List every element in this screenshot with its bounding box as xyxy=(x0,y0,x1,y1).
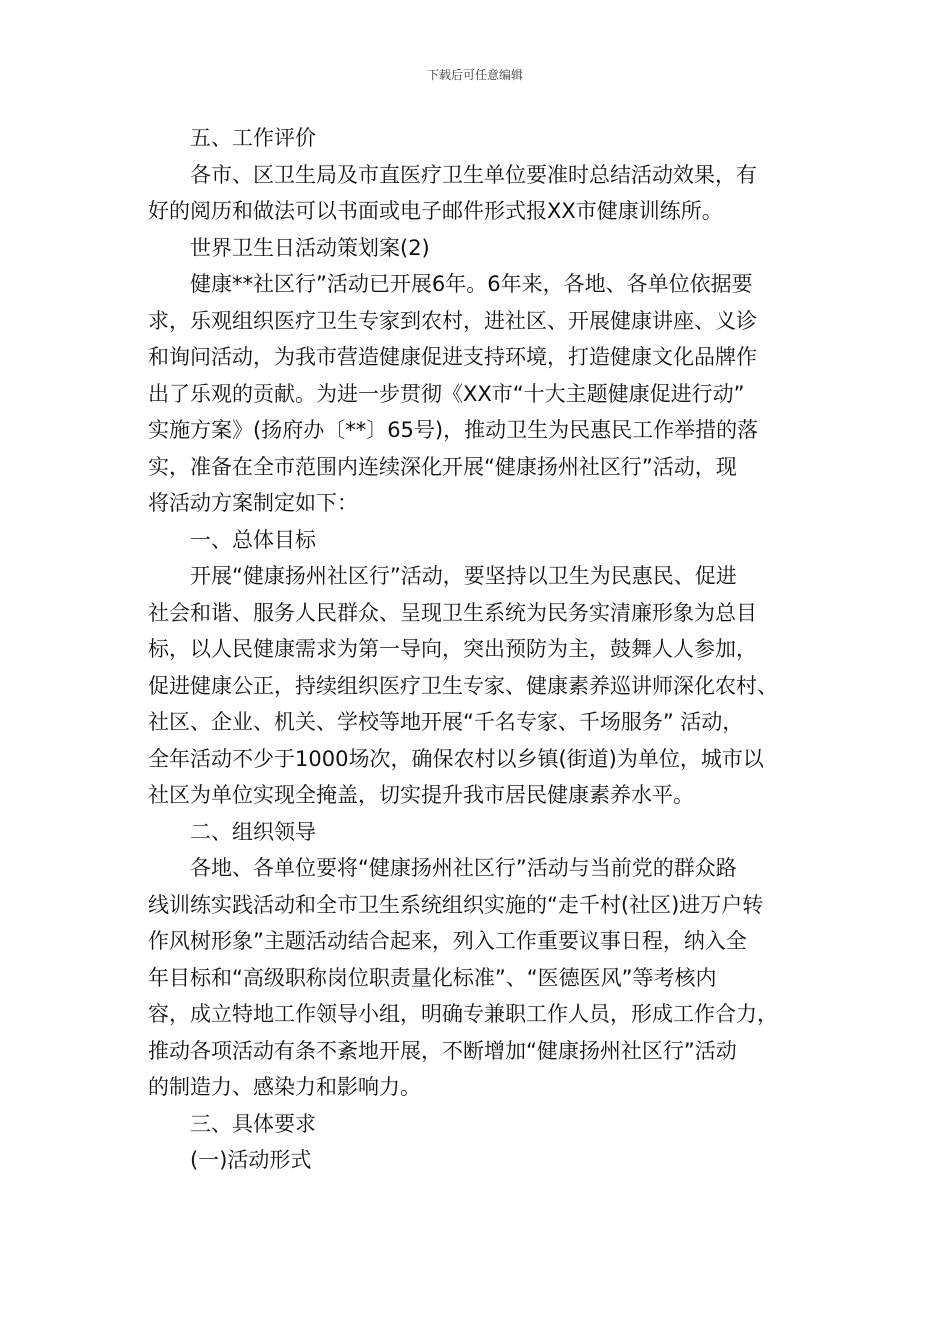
header-note: 下载后可任意编辑 xyxy=(426,68,523,82)
text-line: 标，以人民健康需求为第一导向，突出预防为主，鼓舞人人参加， xyxy=(148,637,757,661)
text-line: 社区、企业、机关、学校等地开展“千名专家、千场服务” 活动， xyxy=(148,710,744,734)
text-line: 线训练实践活动和全市卫生系统组织实施的“走千村(社区)进万户转 xyxy=(148,892,764,917)
text-line: 开展“健康扬州社区行”活动，要坚持以卫生为民惠民、促进 xyxy=(190,564,737,588)
text-line: 将活动方案制定如下： xyxy=(148,491,358,515)
text-line: 求，乐观组织医疗卫生专家到农村，进社区、开展健康讲座、义诊 xyxy=(148,308,757,333)
text-line: 容，成立特地工作领导小组，明确专兼职工作人员，形成工作合力， xyxy=(148,1002,778,1026)
text-line: 社区为单位实现全掩盖，切实提升我市居民健康素养水平。 xyxy=(148,783,694,807)
document-body xyxy=(148,120,808,1179)
text-line: (一)活动形式 xyxy=(190,1148,312,1172)
text-line: 实施方案》(扬府办〔**〕65号)，推动卫生为民惠民工作举措的落 xyxy=(148,418,759,442)
text-line: 的制造力、感染力和影响力。 xyxy=(148,1075,421,1099)
text-line: 世界卫生日活动策划案(2) xyxy=(190,235,430,260)
text-line: 促进健康公正，持续组织医疗卫生专家、健康素养巡讲师深化农村、 xyxy=(148,673,778,698)
text-line: 好的阅历和做法可以书面或电子邮件形式报XX市健康训练所。 xyxy=(148,199,723,223)
text-line: 出了乐观的贡献。为进一步贯彻《XX市“十大主题健康促进行动” xyxy=(148,381,745,406)
text-line: 一、总体目标 xyxy=(190,527,316,552)
text-line: 作风树形象”主题活动结合起来，列入工作重要议事日程，纳入全 xyxy=(148,929,747,953)
text-line: 二、组织领导 xyxy=(190,819,316,844)
text-line: 全年活动不少于1000场次，确保农村以乡镇(街道)为单位，城市以 xyxy=(148,746,764,771)
text-line: 年目标和“高级职称岗位职责量化标准”、“医德医风”等考核内 xyxy=(148,965,717,990)
text-line: 各市、区卫生局及市直医疗卫生单位要准时总结活动效果，有 xyxy=(190,162,757,187)
text-line: 健康**社区行”活动已开展6年。6年来，各地、各单位依据要 xyxy=(190,272,753,296)
text-line: 社会和谐、服务人民群众、呈现卫生系统为民务实清廉形象为总目 xyxy=(148,600,757,625)
text-line: 五、工作评价 xyxy=(190,126,316,150)
text-line: 三、具体要求 xyxy=(190,1111,316,1136)
text-line: 推动各项活动有条不紊地开展，不断增加“健康扬州社区行”活动 xyxy=(148,1038,737,1063)
text-line: 实，准备在全市范围内连续深化开展“健康扬州社区行”活动，现 xyxy=(148,454,737,479)
text-line: 各地、各单位要将“健康扬州社区行”活动与当前党的群众路 xyxy=(190,856,737,880)
text-line: 和询问活动，为我市营造健康促进支持环境，打造健康文化品牌作 xyxy=(148,345,757,369)
